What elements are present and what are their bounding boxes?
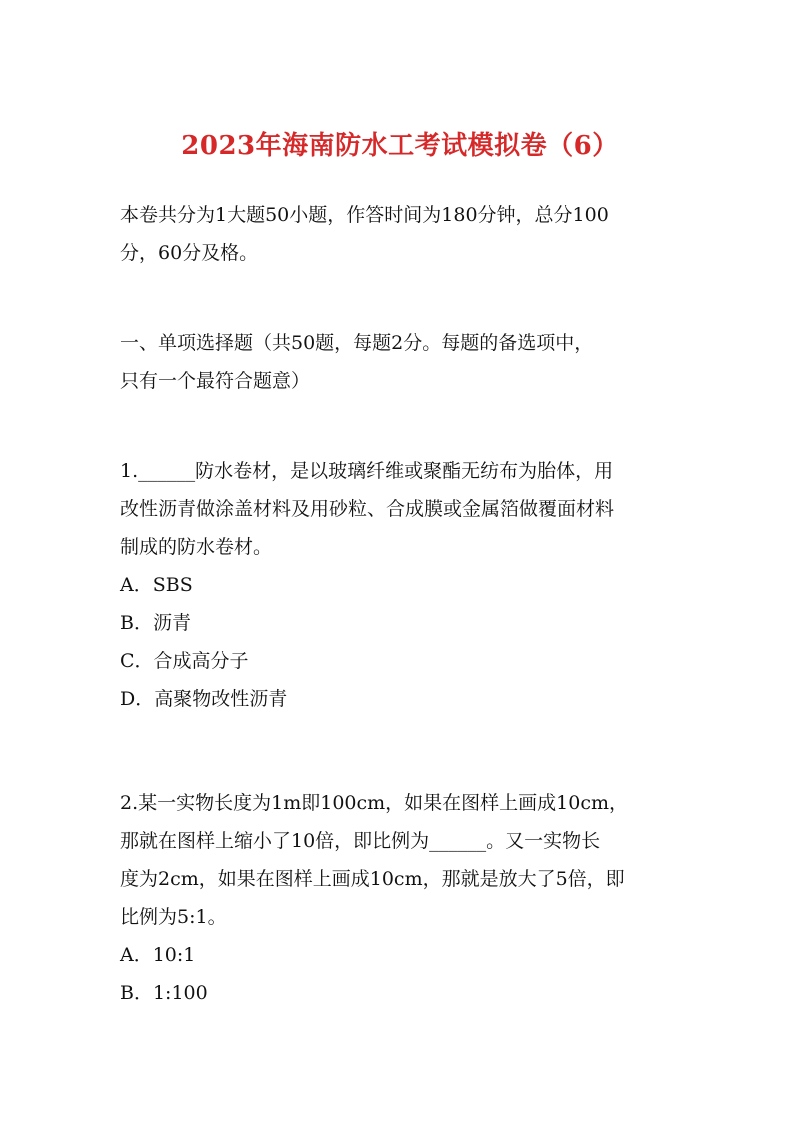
intro-line: 本卷共分为1大题50小题，作答时间为180分钟，总分100 <box>120 204 609 226</box>
question-stem-line: 1.______防水卷材，是以玻璃纤维或聚酯无纺布为胎体，用 <box>120 460 614 482</box>
section-heading <box>120 324 690 400</box>
intro-line: 分，60分及格。 <box>120 242 259 264</box>
question-1 <box>120 452 690 718</box>
answer-option-b: B．1:100 <box>120 982 208 1004</box>
section-heading-line: 一、单项选择题（共50题，每题2分。每题的备选项中， <box>120 332 594 354</box>
page-title: 2023年海南防水工考试模拟卷（6） <box>181 131 619 161</box>
answer-option-b: B．沥青 <box>120 612 191 634</box>
answer-option-a: A．10:1 <box>120 944 196 966</box>
section-heading-line: 只有一个最符合题意） <box>120 370 311 392</box>
answer-option-c: C．合成高分子 <box>120 650 249 672</box>
question-stem-line: 度为2cm，如果在图样上画成10cm，那就是放大了5倍，即 <box>120 868 625 890</box>
question-stem-line: 那就在图样上缩小了10倍，即比例为______。又一实物长 <box>120 830 601 852</box>
question-stem-line: 改性沥青做涂盖材料及用砂粒、合成膜或金属箔做覆面材料 <box>120 498 615 520</box>
question-stem-line: 比例为5:1。 <box>120 906 227 928</box>
answer-option-d: D．高聚物改性沥青 <box>120 688 288 710</box>
answer-option-a: A．SBS <box>120 574 193 596</box>
exam-intro <box>120 196 690 272</box>
question-stem-line: 2.某一实物长度为1m即100cm，如果在图样上画成10cm， <box>120 792 628 814</box>
question-stem-line: 制成的防水卷材。 <box>120 536 273 558</box>
question-2 <box>120 784 690 1012</box>
